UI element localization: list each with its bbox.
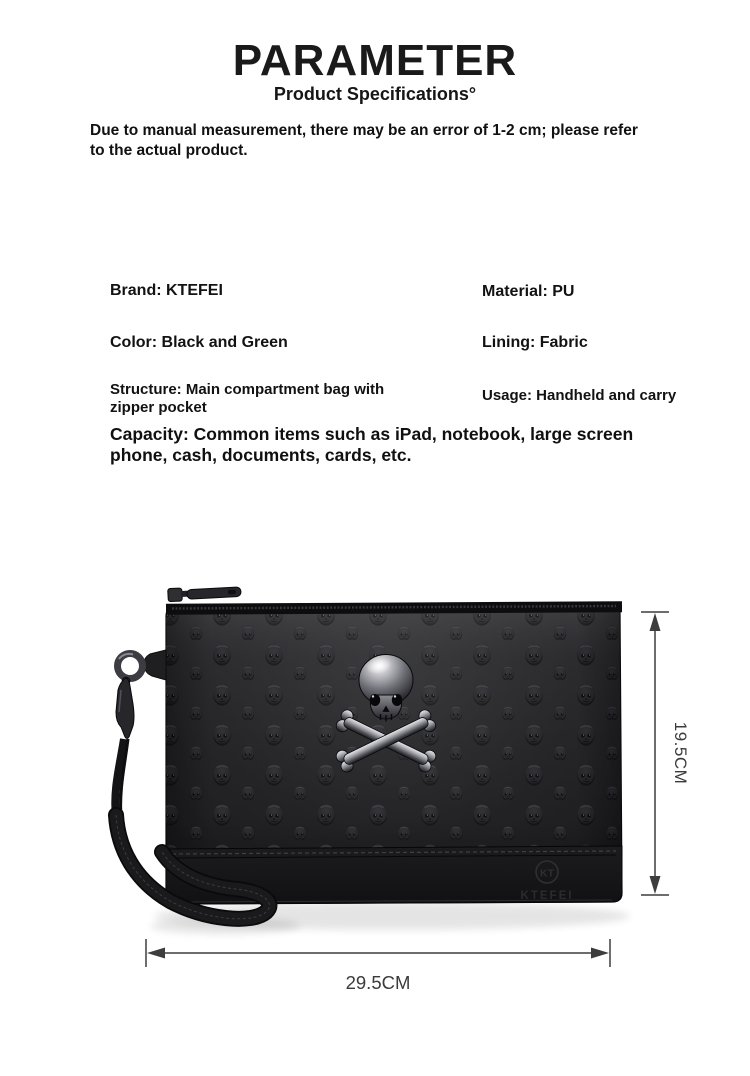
arrow-down-icon: [650, 876, 661, 894]
disclaimer-line: Due to manual measurement, there may be an error of 1-2 cm; please refer: [90, 122, 638, 139]
spec-structure-line: Structure: Main compartment bag with: [110, 381, 385, 398]
logo-monogram: KT: [540, 867, 554, 880]
product-image: [0, 560, 750, 1000]
strap-anchor-tab: [144, 650, 166, 680]
height-dimension-label: 19.5CM: [671, 721, 690, 785]
page-title: PARAMETER: [232, 36, 518, 85]
spec-lining: Lining: Fabric: [482, 334, 588, 351]
arrow-up-icon: [650, 613, 661, 631]
disclaimer-line: to the actual product.: [90, 142, 248, 159]
zipper-pull: [168, 585, 242, 602]
spec-capacity-line: phone, cash, documents, cards, etc.: [110, 445, 412, 465]
spec-structure: [110, 381, 410, 417]
spec-color: Color: Black and Green: [110, 334, 288, 351]
measurement-disclaimer: [90, 121, 690, 161]
spec-usage: Usage: Handheld and carry: [482, 387, 677, 404]
height-dimension: [641, 612, 669, 895]
spec-structure-line: zipper pocket: [110, 399, 207, 416]
spec-material: Material: PU: [482, 283, 575, 300]
arrow-left-icon: [147, 948, 165, 959]
spec-capacity: [110, 424, 710, 466]
logo-text: KTEFEI: [520, 890, 574, 902]
spec-brand: Brand: KTEFEI: [110, 282, 223, 299]
width-dimension-label: 29.5CM: [345, 972, 411, 993]
arrow-right-icon: [591, 948, 609, 959]
page-subtitle: Product Specifications°: [273, 84, 477, 104]
width-dimension: [146, 939, 610, 967]
zipper: [166, 585, 622, 615]
spec-capacity-line: Capacity: Common items such as iPad, notebook, large screen: [110, 424, 634, 444]
